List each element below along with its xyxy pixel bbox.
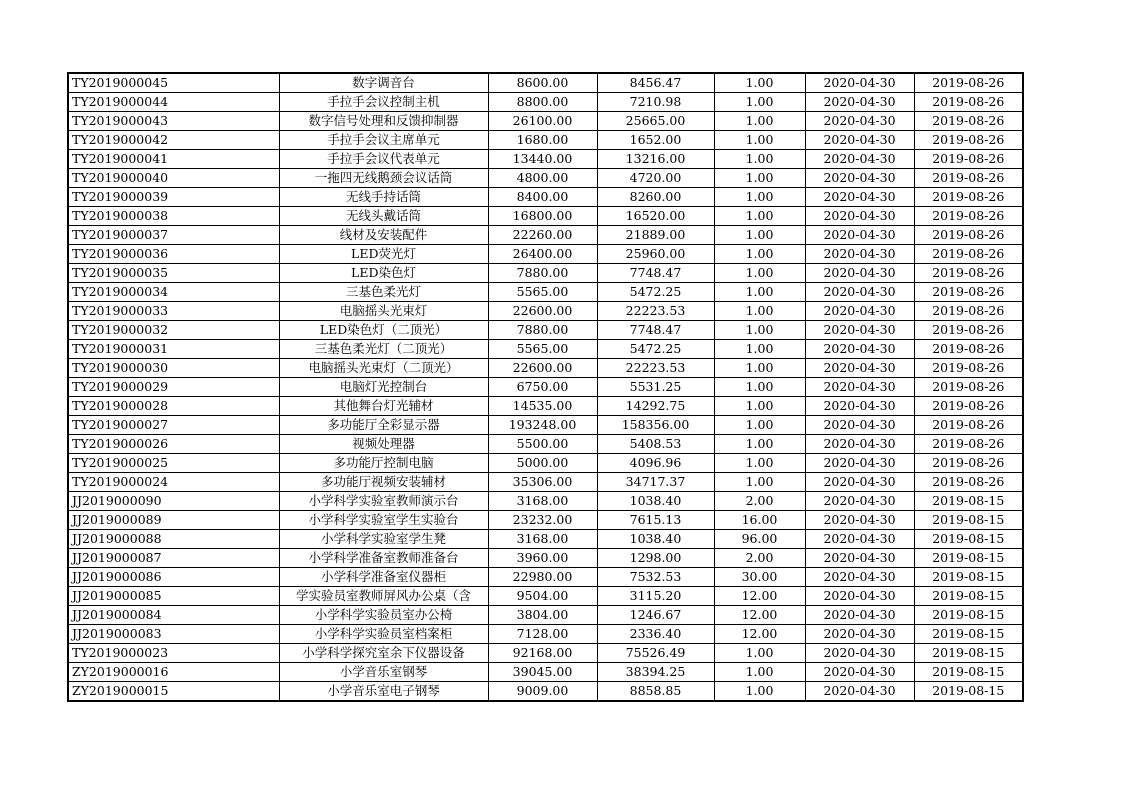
- acquire-date-cell: 2019-08-26: [914, 340, 1023, 359]
- net-value-cell: 25960.00: [597, 245, 714, 264]
- net-value-cell: 5531.25: [597, 378, 714, 397]
- quantity-cell: 1.00: [714, 150, 805, 169]
- quantity-cell: 1.00: [714, 131, 805, 150]
- acquire-date-cell: 2019-08-15: [914, 606, 1023, 625]
- table-row: [68, 169, 1023, 188]
- quantity-cell: 16.00: [714, 511, 805, 530]
- net-value-cell: 5472.25: [597, 340, 714, 359]
- original-value-cell: 8800.00: [488, 93, 597, 112]
- asset-code-cell: TY2019000026: [68, 435, 279, 454]
- table-row: [68, 530, 1023, 549]
- original-value-cell: 5000.00: [488, 454, 597, 473]
- quantity-cell: 1.00: [714, 245, 805, 264]
- table-row: [68, 73, 1023, 93]
- quantity-cell: 1.00: [714, 321, 805, 340]
- asset-name-cell: 其他舞台灯光辅材: [279, 397, 488, 416]
- record-date-cell: 2020-04-30: [805, 245, 914, 264]
- original-value-cell: 5565.00: [488, 283, 597, 302]
- acquire-date-cell: 2019-08-26: [914, 150, 1023, 169]
- record-date-cell: 2020-04-30: [805, 644, 914, 663]
- record-date-cell: 2020-04-30: [805, 435, 914, 454]
- asset-code-cell: TY2019000031: [68, 340, 279, 359]
- asset-name-cell: 学实验员室教师屏风办公桌（含: [279, 587, 488, 606]
- table-row: [68, 511, 1023, 530]
- asset-name-cell: LED染色灯（二顶光）: [279, 321, 488, 340]
- asset-code-cell: TY2019000038: [68, 207, 279, 226]
- asset-code-cell: TY2019000042: [68, 131, 279, 150]
- record-date-cell: 2020-04-30: [805, 663, 914, 682]
- asset-name-cell: 小学音乐室电子钢琴: [279, 682, 488, 702]
- table-row: [68, 131, 1023, 150]
- original-value-cell: 14535.00: [488, 397, 597, 416]
- quantity-cell: 1.00: [714, 397, 805, 416]
- original-value-cell: 35306.00: [488, 473, 597, 492]
- quantity-cell: 1.00: [714, 644, 805, 663]
- acquire-date-cell: 2019-08-26: [914, 169, 1023, 188]
- table-row: [68, 416, 1023, 435]
- asset-code-cell: TY2019000041: [68, 150, 279, 169]
- asset-name-cell: 无线头戴话筒: [279, 207, 488, 226]
- asset-name-cell: 多功能厅视频安装辅材: [279, 473, 488, 492]
- original-value-cell: 4800.00: [488, 169, 597, 188]
- quantity-cell: 30.00: [714, 568, 805, 587]
- original-value-cell: 22600.00: [488, 359, 597, 378]
- quantity-cell: 12.00: [714, 625, 805, 644]
- net-value-cell: 7615.13: [597, 511, 714, 530]
- net-value-cell: 4096.96: [597, 454, 714, 473]
- asset-code-cell: JJ2019000085: [68, 587, 279, 606]
- asset-code-cell: JJ2019000083: [68, 625, 279, 644]
- quantity-cell: 1.00: [714, 264, 805, 283]
- net-value-cell: 1246.67: [597, 606, 714, 625]
- table-row: [68, 568, 1023, 587]
- asset-name-cell: 小学科学实验室学生凳: [279, 530, 488, 549]
- acquire-date-cell: 2019-08-26: [914, 397, 1023, 416]
- asset-code-cell: TY2019000029: [68, 378, 279, 397]
- net-value-cell: 1038.40: [597, 492, 714, 511]
- table-row: [68, 587, 1023, 606]
- quantity-cell: 1.00: [714, 302, 805, 321]
- original-value-cell: 5565.00: [488, 340, 597, 359]
- quantity-cell: 1.00: [714, 416, 805, 435]
- net-value-cell: 5472.25: [597, 283, 714, 302]
- asset-name-cell: 一拖四无线鹅颈会议话筒: [279, 169, 488, 188]
- asset-name-cell: 线材及安装配件: [279, 226, 488, 245]
- record-date-cell: 2020-04-30: [805, 283, 914, 302]
- asset-name-cell: 三基色柔光灯: [279, 283, 488, 302]
- record-date-cell: 2020-04-30: [805, 492, 914, 511]
- quantity-cell: 96.00: [714, 530, 805, 549]
- asset-code-cell: TY2019000037: [68, 226, 279, 245]
- original-value-cell: 13440.00: [488, 150, 597, 169]
- asset-table-body: [68, 73, 1023, 701]
- net-value-cell: 21889.00: [597, 226, 714, 245]
- asset-code-cell: TY2019000033: [68, 302, 279, 321]
- acquire-date-cell: 2019-08-26: [914, 245, 1023, 264]
- record-date-cell: 2020-04-30: [805, 454, 914, 473]
- net-value-cell: 22223.53: [597, 359, 714, 378]
- asset-code-cell: TY2019000024: [68, 473, 279, 492]
- asset-name-cell: 三基色柔光灯（二顶光）: [279, 340, 488, 359]
- original-value-cell: 9009.00: [488, 682, 597, 702]
- record-date-cell: 2020-04-30: [805, 530, 914, 549]
- net-value-cell: 14292.75: [597, 397, 714, 416]
- asset-name-cell: 多功能厅全彩显示器: [279, 416, 488, 435]
- record-date-cell: 2020-04-30: [805, 207, 914, 226]
- asset-name-cell: 电脑摇头光束灯: [279, 302, 488, 321]
- record-date-cell: 2020-04-30: [805, 473, 914, 492]
- asset-name-cell: 小学科学实验室学生实验台: [279, 511, 488, 530]
- acquire-date-cell: 2019-08-26: [914, 435, 1023, 454]
- asset-code-cell: TY2019000028: [68, 397, 279, 416]
- acquire-date-cell: 2019-08-26: [914, 378, 1023, 397]
- quantity-cell: 1.00: [714, 112, 805, 131]
- acquire-date-cell: 2019-08-26: [914, 207, 1023, 226]
- record-date-cell: 2020-04-30: [805, 169, 914, 188]
- original-value-cell: 39045.00: [488, 663, 597, 682]
- acquire-date-cell: 2019-08-26: [914, 73, 1023, 93]
- original-value-cell: 8600.00: [488, 73, 597, 93]
- record-date-cell: 2020-04-30: [805, 549, 914, 568]
- asset-name-cell: 无线手持话筒: [279, 188, 488, 207]
- table-row: [68, 112, 1023, 131]
- record-date-cell: 2020-04-30: [805, 587, 914, 606]
- quantity-cell: 1.00: [714, 93, 805, 112]
- asset-code-cell: JJ2019000088: [68, 530, 279, 549]
- table-row: [68, 264, 1023, 283]
- asset-code-cell: TY2019000039: [68, 188, 279, 207]
- quantity-cell: 1.00: [714, 663, 805, 682]
- record-date-cell: 2020-04-30: [805, 606, 914, 625]
- record-date-cell: 2020-04-30: [805, 131, 914, 150]
- acquire-date-cell: 2019-08-26: [914, 93, 1023, 112]
- net-value-cell: 8858.85: [597, 682, 714, 702]
- record-date-cell: 2020-04-30: [805, 93, 914, 112]
- original-value-cell: 22980.00: [488, 568, 597, 587]
- quantity-cell: 1.00: [714, 340, 805, 359]
- net-value-cell: 5408.53: [597, 435, 714, 454]
- acquire-date-cell: 2019-08-15: [914, 568, 1023, 587]
- asset-name-cell: 小学科学准备室仪器柜: [279, 568, 488, 587]
- acquire-date-cell: 2019-08-26: [914, 359, 1023, 378]
- quantity-cell: 2.00: [714, 549, 805, 568]
- net-value-cell: 7748.47: [597, 321, 714, 340]
- net-value-cell: 16520.00: [597, 207, 714, 226]
- original-value-cell: 5500.00: [488, 435, 597, 454]
- table-row: [68, 245, 1023, 264]
- acquire-date-cell: 2019-08-15: [914, 511, 1023, 530]
- net-value-cell: 1038.40: [597, 530, 714, 549]
- table-row: [68, 283, 1023, 302]
- acquire-date-cell: 2019-08-26: [914, 302, 1023, 321]
- asset-code-cell: JJ2019000089: [68, 511, 279, 530]
- quantity-cell: 1.00: [714, 378, 805, 397]
- record-date-cell: 2020-04-30: [805, 150, 914, 169]
- quantity-cell: 1.00: [714, 435, 805, 454]
- acquire-date-cell: 2019-08-15: [914, 549, 1023, 568]
- asset-name-cell: 视频处理器: [279, 435, 488, 454]
- asset-name-cell: 电脑摇头光束灯（二顶光）: [279, 359, 488, 378]
- original-value-cell: 23232.00: [488, 511, 597, 530]
- asset-name-cell: LED荧光灯: [279, 245, 488, 264]
- acquire-date-cell: 2019-08-26: [914, 112, 1023, 131]
- asset-code-cell: JJ2019000084: [68, 606, 279, 625]
- table-row: [68, 644, 1023, 663]
- asset-code-cell: ZY2019000016: [68, 663, 279, 682]
- asset-code-cell: TY2019000035: [68, 264, 279, 283]
- original-value-cell: 26400.00: [488, 245, 597, 264]
- net-value-cell: 13216.00: [597, 150, 714, 169]
- table-row: [68, 321, 1023, 340]
- acquire-date-cell: 2019-08-26: [914, 416, 1023, 435]
- table-row: [68, 302, 1023, 321]
- asset-name-cell: 手拉手会议代表单元: [279, 150, 488, 169]
- acquire-date-cell: 2019-08-15: [914, 682, 1023, 702]
- net-value-cell: 38394.25: [597, 663, 714, 682]
- acquire-date-cell: 2019-08-15: [914, 530, 1023, 549]
- asset-code-cell: TY2019000023: [68, 644, 279, 663]
- record-date-cell: 2020-04-30: [805, 321, 914, 340]
- record-date-cell: 2020-04-30: [805, 226, 914, 245]
- table-row: [68, 625, 1023, 644]
- original-value-cell: 26100.00: [488, 112, 597, 131]
- quantity-cell: 1.00: [714, 169, 805, 188]
- quantity-cell: 1.00: [714, 283, 805, 302]
- original-value-cell: 9504.00: [488, 587, 597, 606]
- asset-name-cell: 电脑灯光控制台: [279, 378, 488, 397]
- record-date-cell: 2020-04-30: [805, 340, 914, 359]
- net-value-cell: 2336.40: [597, 625, 714, 644]
- asset-code-cell: JJ2019000087: [68, 549, 279, 568]
- table-row: [68, 188, 1023, 207]
- asset-code-cell: TY2019000036: [68, 245, 279, 264]
- acquire-date-cell: 2019-08-26: [914, 321, 1023, 340]
- quantity-cell: 1.00: [714, 226, 805, 245]
- asset-name-cell: LED染色灯: [279, 264, 488, 283]
- quantity-cell: 1.00: [714, 682, 805, 702]
- acquire-date-cell: 2019-08-15: [914, 625, 1023, 644]
- quantity-cell: 1.00: [714, 454, 805, 473]
- net-value-cell: 3115.20: [597, 587, 714, 606]
- net-value-cell: 4720.00: [597, 169, 714, 188]
- asset-name-cell: 数字信号处理和反馈抑制器: [279, 112, 488, 131]
- quantity-cell: 1.00: [714, 473, 805, 492]
- record-date-cell: 2020-04-30: [805, 359, 914, 378]
- original-value-cell: 3168.00: [488, 492, 597, 511]
- table-row: [68, 682, 1023, 702]
- quantity-cell: 2.00: [714, 492, 805, 511]
- table-row: [68, 454, 1023, 473]
- asset-name-cell: 小学科学探究室余下仪器设备: [279, 644, 488, 663]
- table-row: [68, 492, 1023, 511]
- asset-name-cell: 数字调音台: [279, 73, 488, 93]
- table-row: [68, 226, 1023, 245]
- original-value-cell: 22600.00: [488, 302, 597, 321]
- net-value-cell: 25665.00: [597, 112, 714, 131]
- asset-code-cell: JJ2019000090: [68, 492, 279, 511]
- table-row: [68, 93, 1023, 112]
- table-row: [68, 663, 1023, 682]
- asset-code-cell: TY2019000034: [68, 283, 279, 302]
- original-value-cell: 193248.00: [488, 416, 597, 435]
- asset-code-cell: TY2019000027: [68, 416, 279, 435]
- original-value-cell: 22260.00: [488, 226, 597, 245]
- record-date-cell: 2020-04-30: [805, 112, 914, 131]
- acquire-date-cell: 2019-08-26: [914, 473, 1023, 492]
- table-row: [68, 207, 1023, 226]
- original-value-cell: 3168.00: [488, 530, 597, 549]
- record-date-cell: 2020-04-30: [805, 568, 914, 587]
- acquire-date-cell: 2019-08-26: [914, 454, 1023, 473]
- record-date-cell: 2020-04-30: [805, 511, 914, 530]
- asset-name-cell: 小学科学实验室教师演示台: [279, 492, 488, 511]
- acquire-date-cell: 2019-08-26: [914, 226, 1023, 245]
- quantity-cell: 12.00: [714, 606, 805, 625]
- original-value-cell: 3960.00: [488, 549, 597, 568]
- asset-code-cell: TY2019000043: [68, 112, 279, 131]
- table-row: [68, 359, 1023, 378]
- quantity-cell: 1.00: [714, 73, 805, 93]
- acquire-date-cell: 2019-08-26: [914, 131, 1023, 150]
- asset-name-cell: 小学科学实验员室档案柜: [279, 625, 488, 644]
- original-value-cell: 7880.00: [488, 321, 597, 340]
- original-value-cell: 8400.00: [488, 188, 597, 207]
- table-row: [68, 378, 1023, 397]
- net-value-cell: 7532.53: [597, 568, 714, 587]
- acquire-date-cell: 2019-08-26: [914, 283, 1023, 302]
- original-value-cell: 7128.00: [488, 625, 597, 644]
- net-value-cell: 158356.00: [597, 416, 714, 435]
- original-value-cell: 7880.00: [488, 264, 597, 283]
- record-date-cell: 2020-04-30: [805, 625, 914, 644]
- quantity-cell: 12.00: [714, 587, 805, 606]
- acquire-date-cell: 2019-08-15: [914, 644, 1023, 663]
- original-value-cell: 92168.00: [488, 644, 597, 663]
- table-row: [68, 473, 1023, 492]
- asset-name-cell: 多功能厅控制电脑: [279, 454, 488, 473]
- record-date-cell: 2020-04-30: [805, 397, 914, 416]
- record-date-cell: 2020-04-30: [805, 264, 914, 283]
- acquire-date-cell: 2019-08-26: [914, 264, 1023, 283]
- table-row: [68, 606, 1023, 625]
- table-row: [68, 397, 1023, 416]
- asset-code-cell: TY2019000044: [68, 93, 279, 112]
- table-row: [68, 340, 1023, 359]
- table-row: [68, 150, 1023, 169]
- original-value-cell: 1680.00: [488, 131, 597, 150]
- table-row: [68, 435, 1023, 454]
- acquire-date-cell: 2019-08-15: [914, 587, 1023, 606]
- table-row: [68, 549, 1023, 568]
- asset-code-cell: TY2019000025: [68, 454, 279, 473]
- asset-name-cell: 小学音乐室钢琴: [279, 663, 488, 682]
- asset-code-cell: TY2019000045: [68, 73, 279, 93]
- original-value-cell: 3804.00: [488, 606, 597, 625]
- asset-name-cell: 手拉手会议主席单元: [279, 131, 488, 150]
- net-value-cell: 7210.98: [597, 93, 714, 112]
- net-value-cell: 22223.53: [597, 302, 714, 321]
- net-value-cell: 8260.00: [597, 188, 714, 207]
- record-date-cell: 2020-04-30: [805, 682, 914, 702]
- asset-code-cell: TY2019000040: [68, 169, 279, 188]
- record-date-cell: 2020-04-30: [805, 188, 914, 207]
- asset-code-cell: TY2019000030: [68, 359, 279, 378]
- asset-code-cell: ZY2019000015: [68, 682, 279, 702]
- quantity-cell: 1.00: [714, 188, 805, 207]
- record-date-cell: 2020-04-30: [805, 416, 914, 435]
- record-date-cell: 2020-04-30: [805, 73, 914, 93]
- asset-code-cell: JJ2019000086: [68, 568, 279, 587]
- acquire-date-cell: 2019-08-26: [914, 188, 1023, 207]
- original-value-cell: 16800.00: [488, 207, 597, 226]
- quantity-cell: 1.00: [714, 359, 805, 378]
- acquire-date-cell: 2019-08-15: [914, 492, 1023, 511]
- net-value-cell: 34717.37: [597, 473, 714, 492]
- net-value-cell: 1652.00: [597, 131, 714, 150]
- net-value-cell: 7748.47: [597, 264, 714, 283]
- original-value-cell: 6750.00: [488, 378, 597, 397]
- record-date-cell: 2020-04-30: [805, 378, 914, 397]
- net-value-cell: 8456.47: [597, 73, 714, 93]
- asset-code-cell: TY2019000032: [68, 321, 279, 340]
- asset-name-cell: 小学科学实验员室办公椅: [279, 606, 488, 625]
- asset-name-cell: 手拉手会议控制主机: [279, 93, 488, 112]
- quantity-cell: 1.00: [714, 207, 805, 226]
- acquire-date-cell: 2019-08-15: [914, 663, 1023, 682]
- asset-name-cell: 小学科学准备室教师准备台: [279, 549, 488, 568]
- asset-table: [67, 72, 1024, 702]
- record-date-cell: 2020-04-30: [805, 302, 914, 321]
- net-value-cell: 75526.49: [597, 644, 714, 663]
- net-value-cell: 1298.00: [597, 549, 714, 568]
